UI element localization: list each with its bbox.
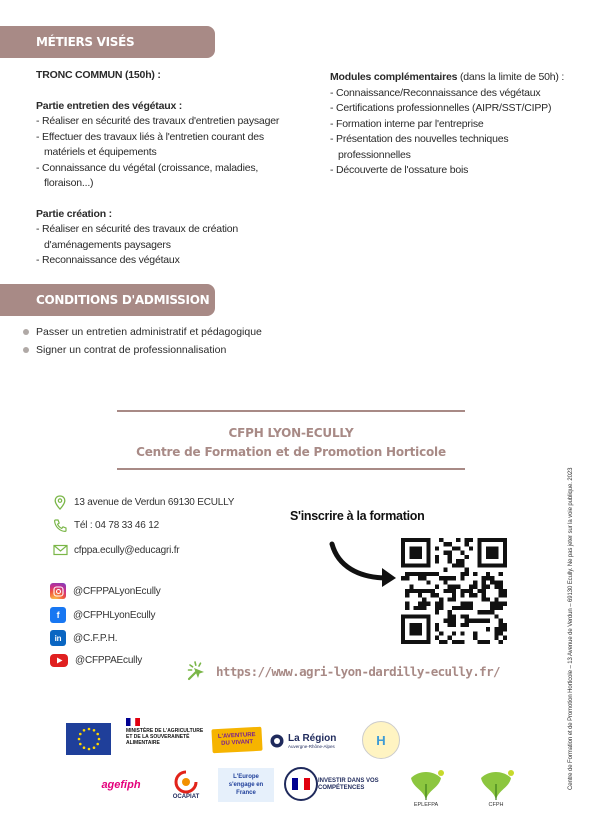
facebook-icon: f [50, 607, 66, 623]
list-item: Passer un entretien administratif et pédagogique [22, 323, 262, 341]
instagram-handle: @CFPPALyonEcully [73, 585, 161, 597]
contact-address [52, 494, 234, 510]
ministere-text: MINISTÈRE DE L'AGRICULTURE ET DE LA SOUVERAINETÉ ALIMENTAIRE [126, 728, 204, 746]
list-item: - Découverte de l'ossature bois [330, 163, 580, 179]
center-full-name: Centre de Formation et de Promotion Horticole [136, 445, 446, 459]
modules-title: Modules complémentaires [330, 71, 458, 83]
list-item: - Effectuer des travaux liés à l'entretien courant des matériels et équipements [36, 130, 296, 161]
modules-note: (dans la limite de 50h) : [457, 71, 565, 83]
cursor-click-icon [186, 660, 208, 682]
phone-icon [52, 517, 68, 533]
center-title-block [117, 424, 465, 462]
facebook-handle: @CFPHLyonEcully [73, 609, 156, 621]
agefiph-logo: agefiph [101, 779, 141, 791]
address-text: 13 avenue de Verdun 69130 ECULLY [74, 496, 235, 508]
region-mark-icon [270, 734, 284, 748]
handicap-label-logo: H [362, 721, 400, 759]
linkedin-handle: @C.F.P.H. [73, 632, 118, 644]
ginkgo-leaf-icon [405, 768, 447, 802]
entretien-title: Partie entretien des végétaux : [36, 99, 183, 112]
social-facebook[interactable] [50, 607, 155, 623]
cfph-logo: CFPH [470, 762, 522, 808]
list-item: - Réaliser en sécurité des travaux d'entretien paysager [36, 114, 296, 130]
marianne-flag-icon [126, 718, 140, 726]
divider-top [117, 410, 465, 412]
eu-flag-logo [66, 723, 111, 755]
list-item: - Présentation des nouvelles techniques professionnelles [330, 132, 580, 163]
list-item: - Reconnaissance des végétaux [36, 253, 296, 269]
tronc-commun-column [36, 68, 296, 269]
divider-bottom [117, 468, 465, 470]
republique-seal-logo [284, 767, 318, 801]
section-title-admission: CONDITIONS D'ADMISSION [36, 293, 210, 307]
social-youtube[interactable] [50, 654, 142, 667]
instagram-icon [50, 583, 66, 599]
section-band-metiers [0, 26, 215, 58]
section-title-metiers: MÉTIERS VISÉS [36, 35, 135, 49]
list-item: - Certifications professionnelles (AIPR/SST/CIPP) [330, 101, 580, 117]
vertical-credit: Centre de Formation et de Promotion Horticole – 13 Avenue de Verdun – 69130 Ecully. Ne pas jeter sur la voie publique. 2023 [568, 467, 574, 790]
aventure-vivant-logo: L'AVENTURE DU VIVANT [211, 727, 262, 754]
creation-title: Partie création : [36, 207, 112, 220]
region-logo: La Région Auvergne-Rhône-Alpes [270, 728, 350, 754]
website-link[interactable] [186, 660, 500, 682]
modules-column [330, 70, 580, 179]
list-item: - Formation interne par l'entreprise [330, 117, 580, 133]
investir-competences-logo: INVESTIR DANS VOS COMPÉTENCES [318, 778, 379, 791]
curved-arrow-icon [328, 540, 408, 588]
contact-phone[interactable] [52, 517, 159, 533]
list-item: - Connaissance du végétal (croissance, maladies, floraison...) [36, 161, 296, 192]
phone-text: Tél : 04 78 33 46 12 [74, 519, 159, 531]
linkedin-icon: in [50, 630, 66, 646]
eplefpa-logo: EPLEFPA [400, 762, 452, 808]
ministere-logo [126, 718, 206, 760]
youtube-handle: @CFPPAEcully [75, 655, 143, 666]
website-url: https://www.agri-lyon-dardilly-ecully.fr/ [216, 663, 500, 679]
center-name: CFPH LYON-ECULLY [228, 426, 354, 440]
tronc-commun-title: TRONC COMMUN (150h) : [36, 69, 161, 81]
list-item: - Connaissance/Reconnaissance des végétaux [330, 86, 580, 102]
modules-heading [330, 70, 580, 86]
location-pin-icon [52, 494, 68, 510]
qr-code[interactable] [401, 538, 507, 644]
ocapiat-mark-icon [173, 770, 199, 794]
email-text: cfppa.ecully@educagri.fr [74, 544, 180, 556]
social-instagram[interactable] [50, 583, 161, 599]
signup-label: S'inscrire à la formation [290, 509, 425, 523]
list-item: - Réaliser en sécurité des travaux de création d'aménagements paysagers [36, 222, 296, 253]
ginkgo-leaf-icon [475, 768, 517, 802]
mail-icon [52, 542, 68, 558]
europe-engage-logo: L'Europe s'engage en France [218, 768, 274, 802]
section-band-admission [0, 284, 215, 316]
ocapiat-logo: OCAPIAT [164, 766, 208, 804]
contact-email[interactable] [52, 542, 179, 558]
list-item: Signer un contrat de professionnalisation [22, 341, 262, 359]
youtube-icon [50, 654, 68, 667]
social-linkedin[interactable] [50, 630, 117, 646]
admission-list [22, 323, 262, 359]
